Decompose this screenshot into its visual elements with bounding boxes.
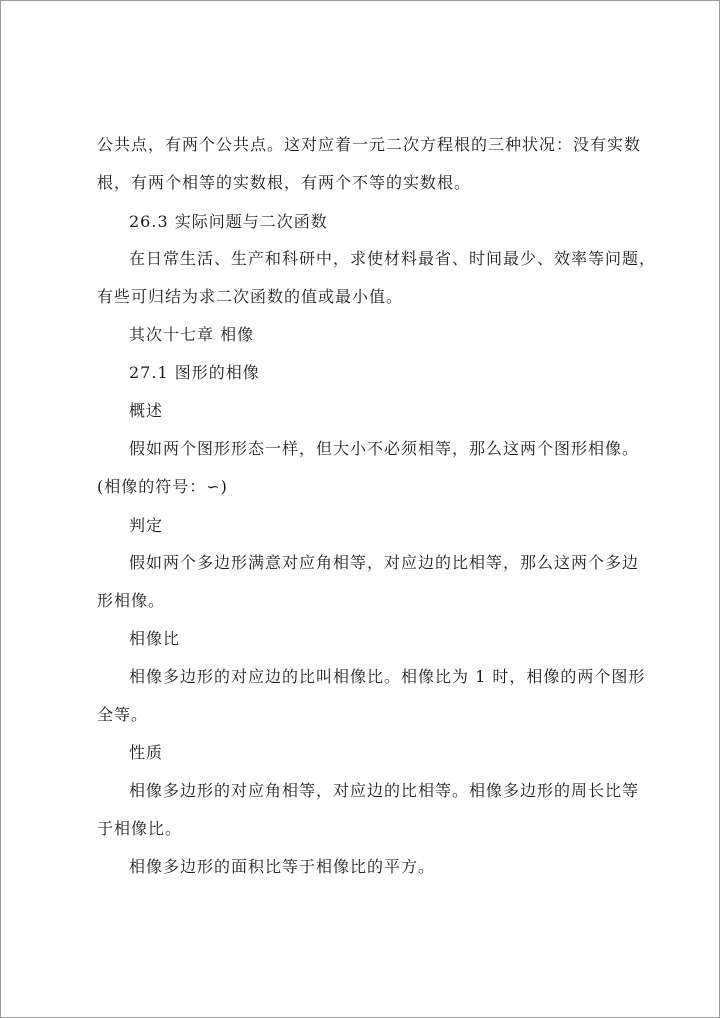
subheading-ratio: 相像比 bbox=[129, 629, 181, 648]
paragraph-line: 根，有两个相等的实数根，有两个不等的实数根。 bbox=[97, 173, 472, 192]
paragraph-line: 于相像比。 bbox=[97, 819, 183, 838]
paragraph-line: (相像的符号：∽) bbox=[97, 477, 228, 496]
subheading-overview: 概述 bbox=[129, 401, 164, 420]
paragraph-line: 相像多边形的面积比等于相像比的平方。 bbox=[129, 857, 436, 876]
paragraph-line: 公共点，有两个公共点。这对应着一元二次方程根的三种状况：没有实数 bbox=[97, 135, 642, 154]
paragraph-line: 在日常生活、生产和科研中，求使材料最省、时间最少、效率等问题， bbox=[129, 249, 657, 268]
section-heading: 26.3 实际问题与二次函数 bbox=[129, 212, 328, 231]
section-heading: 27.1 图形的相像 bbox=[129, 363, 260, 382]
subheading-properties: 性质 bbox=[129, 743, 164, 762]
paragraph-line: 相像多边形的对应边的比叫相像比。相像比为 1 时，相像的两个图形 bbox=[129, 667, 646, 686]
paragraph-line: 形相像。 bbox=[97, 591, 166, 610]
paragraph-line: 相像多边形的对应角相等，对应边的比相等。相像多边形的周长比等 bbox=[129, 781, 640, 800]
chapter-heading: 其次十七章 相像 bbox=[129, 325, 255, 344]
paragraph-line: 假如两个多边形满意对应角相等，对应边的比相等，那么这两个多边 bbox=[129, 553, 640, 572]
paragraph-line: 全等。 bbox=[97, 705, 149, 724]
subheading-judgement: 判定 bbox=[129, 516, 164, 535]
paragraph-line: 假如两个图形形态一样，但大小不必须相等，那么这两个图形相像。 bbox=[129, 439, 640, 458]
paragraph-line: 有些可归结为求二次函数的值或最小值。 bbox=[97, 287, 404, 306]
document-body bbox=[97, 126, 657, 886]
